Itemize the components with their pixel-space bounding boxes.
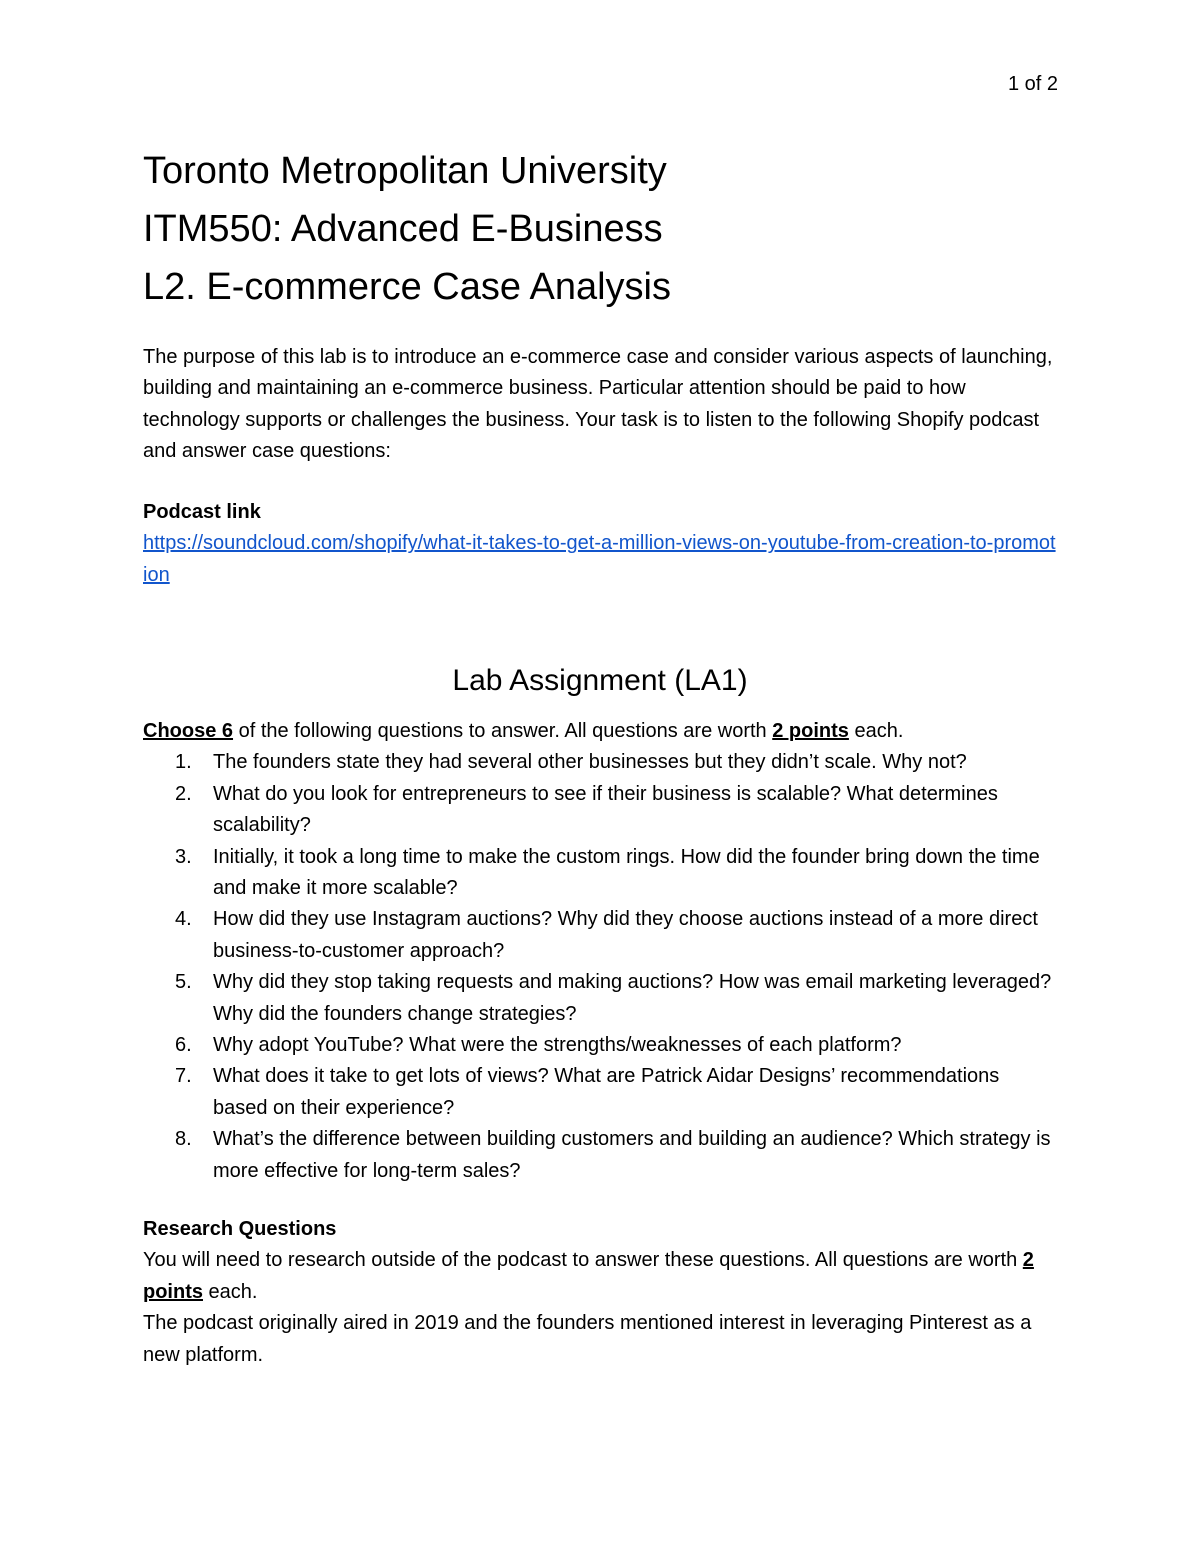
question-item bbox=[143, 747, 1058, 778]
question-text: Why adopt YouTube? What were the strengths/weaknesses of each platform? bbox=[213, 1034, 902, 1057]
research-context: The podcast originally aired in 2019 and the founders mentioned interest in leveraging Pinterest as a new platform. bbox=[143, 1312, 1032, 1366]
research-points: 2 points bbox=[143, 1249, 1034, 1303]
podcast-link[interactable]: https://soundcloud.com/shopify/what-it-takes-to-get-a-million-views-on-youtube-from-creation-to-promotion bbox=[143, 532, 1056, 586]
question-item bbox=[143, 842, 1058, 905]
title-block bbox=[143, 142, 1063, 316]
choose-instructions bbox=[143, 716, 1058, 747]
question-item bbox=[143, 1061, 1058, 1124]
question-item bbox=[143, 1030, 1058, 1061]
question-text: What’s the difference between building customers and building an audience? Which strategy is more effective for long-term sales? bbox=[213, 1128, 1051, 1182]
question-text: What does it take to get lots of views? What are Patrick Aidar Designs’ recommendations based on their experience? bbox=[213, 1065, 1000, 1119]
research-heading: Research Questions bbox=[143, 1218, 337, 1240]
question-text: The founders state they had several other businesses but they didn’t scale. Why not? bbox=[213, 751, 967, 774]
question-item bbox=[143, 967, 1058, 1030]
question-text: Why did they stop taking requests and making auctions? How was email marketing leveraged? Why did the founders change strategies? bbox=[213, 971, 1052, 1025]
question-number: 6. bbox=[175, 1034, 192, 1057]
lab-assignment-heading: Lab Assignment (LA1) bbox=[452, 664, 748, 697]
lab-title: L2. E-commerce Case Analysis bbox=[143, 266, 671, 308]
university-title: Toronto Metropolitan University bbox=[143, 150, 667, 192]
question-list bbox=[143, 747, 1058, 1187]
research-line1-suffix: each. bbox=[203, 1280, 258, 1303]
podcast-label: Podcast link bbox=[143, 501, 261, 523]
choose-middle: of the following questions to answer. All questions are worth bbox=[233, 720, 773, 742]
choose-count: Choose 6 bbox=[143, 720, 234, 742]
intro-paragraph: The purpose of this lab is to introduce an e-commerce case and consider various aspects of launching, building and maintaining an e-commerce business. Particular attention should be paid to how technology supports or challenges the business. Your task is to listen to the following Shopify podcast and answer case questions: bbox=[143, 346, 1053, 463]
question-item bbox=[143, 904, 1058, 967]
research-section bbox=[143, 1214, 1058, 1371]
page-number: 1 of 2 bbox=[1007, 73, 1058, 95]
question-number: 4. bbox=[175, 908, 192, 931]
points-value: 2 points bbox=[772, 720, 849, 742]
question-number: 7. bbox=[175, 1065, 192, 1088]
question-item bbox=[143, 779, 1058, 842]
question-number: 3. bbox=[175, 845, 192, 868]
question-number: 1. bbox=[175, 751, 192, 774]
research-instructions bbox=[143, 1245, 1058, 1308]
question-text: How did they use Instagram auctions? Why did they choose auctions instead of a more direct business-to-customer approach? bbox=[213, 908, 1038, 962]
podcast-section bbox=[143, 497, 1058, 591]
question-number: 8. bbox=[175, 1128, 192, 1151]
course-title: ITM550: Advanced E-Business bbox=[143, 208, 663, 250]
question-text: What do you look for entrepreneurs to see if their business is scalable? What determines scalability? bbox=[213, 782, 998, 837]
lab-assignment-section bbox=[143, 716, 1058, 1187]
choose-suffix: each. bbox=[848, 720, 904, 742]
question-text: Initially, it took a long time to make the custom rings. How did the founder bring down the time and make it more scalable? bbox=[213, 845, 1040, 900]
question-number: 5. bbox=[175, 971, 192, 994]
question-item bbox=[143, 1124, 1058, 1187]
research-line1: You will need to research outside of the podcast to answer these questions. All questions are worth bbox=[143, 1249, 1023, 1272]
question-number: 2. bbox=[175, 782, 192, 805]
